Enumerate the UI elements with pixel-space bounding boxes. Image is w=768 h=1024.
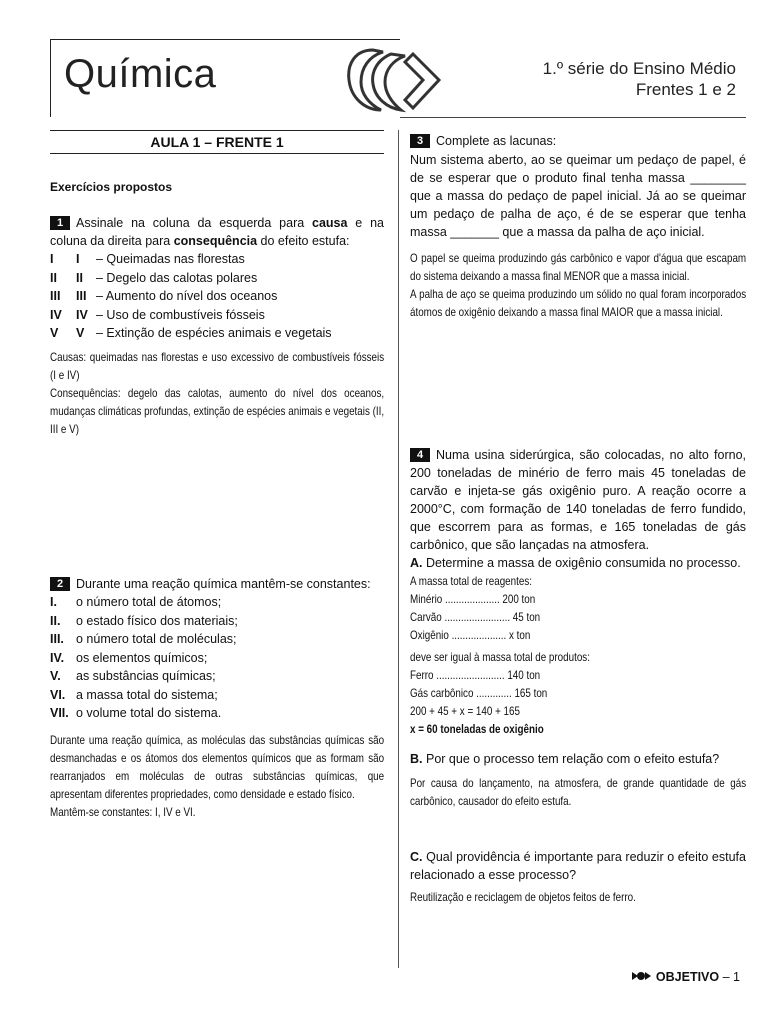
- subject-title: Química: [64, 52, 217, 96]
- footer: [630, 970, 740, 984]
- question-2: [50, 575, 384, 821]
- question-number: 4: [410, 448, 430, 462]
- list-item: V. as substâncias químicas;: [50, 669, 216, 683]
- answer-result: x = 60 toneladas de oxigênio: [410, 722, 544, 736]
- answer-line: Minério .................... 200 ton: [410, 592, 536, 606]
- page-number: – 1: [722, 970, 740, 984]
- question-number: 1: [50, 216, 70, 230]
- list-item: III III – Aumento do nível dos oceanos: [50, 289, 278, 303]
- question-3: [410, 132, 746, 321]
- answer-text: Reutilização e reciclagem de objetos feitos de ferro.: [410, 890, 636, 904]
- list-item: III. o número total de moléculas;: [50, 632, 237, 646]
- section-title: Exercícios propostos: [50, 180, 173, 194]
- question-number: 2: [50, 577, 70, 591]
- question-1: [50, 214, 384, 438]
- answer-line: deve ser igual à massa total de produtos:: [410, 650, 590, 664]
- answer-text: Durante uma reação química, as moléculas das substâncias químicas são desmanchadas e os átomos dos elementos químicos que as formam são rearranjados em moléculas de outras substâncias químicas, que apresentam diferentes propriedades, como densidade e estado físico.: [50, 732, 384, 801]
- answer-line: Oxigênio .................... x ton: [410, 628, 531, 642]
- question-1-text: 1 Assinale na coluna da esquerda para causa e na coluna da direita para consequência do efeito estufa:: [50, 216, 384, 248]
- answer-text: A palha de aço se queima produzindo um sólido no qual foram incorporados átomos de oxigênio deixando a massa final MAIOR que a massa inicial.: [410, 287, 746, 319]
- question-3-title: 3 Complete as lacunas:: [410, 132, 746, 150]
- answer-text: Causas: queimadas nas florestas e uso excessivo de combustíveis fósseis (I e IV): [50, 349, 384, 382]
- question-4: [410, 446, 746, 906]
- question-4-text: 4 Numa usina siderúrgica, são colocadas, no alto forno, 200 toneladas de minério de ferro mais 45 toneladas de carvão e injeta-se gás oxigênio puro. A reação ocorre a 2000°C, com formação de 140 toneladas de ferro fundido, que escorrem para as formas, e 165 toneladas de gás carbônico, que são lançadas na atmosfera.: [410, 448, 746, 552]
- list-item: VII. o volume total do sistema.: [50, 706, 222, 720]
- header-rule: [400, 117, 746, 118]
- answer-text: O papel se queima produzindo gás carbônico e vapor d'água que escapam do sistema deixando a massa final MENOR que a massa inicial.: [410, 251, 746, 283]
- answer-text: Consequências: degelo das calotas, aumento do nível dos oceanos, mudanças climáticas profundas, extinção de espécies animais e vegetais (II, III e V): [50, 385, 384, 436]
- list-item: IV IV – Uso de combustíveis fósseis: [50, 307, 265, 322]
- answer-text: Mantêm-se constantes: I, IV e VI.: [50, 804, 196, 819]
- question-number: 3: [410, 134, 430, 148]
- objetivo-logo-icon: [343, 44, 443, 120]
- list-item: I. o número total de átomos;: [50, 595, 222, 609]
- answer-line: Ferro ......................... 140 ton: [410, 668, 541, 682]
- question-4a: A. Determine a massa de oxigênio consumida no processo.: [410, 556, 741, 570]
- list-item: II. o estado físico dos materiais;: [50, 613, 238, 628]
- question-4c: C. Qual providência é importante para reduzir o efeito estufa relacionado a esse processo?: [410, 850, 746, 882]
- question-2-text: 2 Durante uma reação química mantêm-se constantes:: [50, 575, 384, 593]
- question-3-text: Num sistema aberto, ao se queimar um pedaço de papel, é de se esperar que o produto final tenha massa ________ que a massa do pedaço de papel inicial. Já ao se queimar um pedaço de palha de aço, é de se esperar que tenha massa _______ que a massa da palha de aço inicial.: [410, 153, 746, 239]
- question-4b: B. Por que o processo tem relação com o efeito estufa?: [410, 752, 720, 766]
- list-item: IV. os elementos químicos;: [50, 650, 208, 665]
- footer-brand: OBJETIVO: [655, 970, 720, 984]
- answer-line: Gás carbônico ............. 165 ton: [410, 686, 548, 700]
- column-divider: [398, 130, 399, 968]
- list-item: VI. a massa total do sistema;: [50, 687, 218, 702]
- answer-line: A massa total de reagentes:: [410, 574, 532, 588]
- answer-text: Por causa do lançamento, na atmosfera, de grande quantidade de gás carbônico, causador do efeito estufa.: [410, 776, 746, 808]
- list-item: II II – Degelo das calotas polares: [50, 270, 258, 285]
- list-item: I I – Queimadas nas florestas: [50, 252, 245, 266]
- objetivo-logo-small-icon: [630, 970, 652, 982]
- list-item: V V – Extinção de espécies animais e vegetais: [50, 326, 332, 340]
- header-frame-top: [50, 39, 400, 40]
- lesson-heading: AULA 1 – FRENTE 1: [50, 130, 384, 154]
- answer-line: 200 + 45 + x = 140 + 165: [410, 704, 520, 718]
- grade-label: 1.º série do Ensino Médio: [542, 59, 736, 78]
- header-frame-left: [50, 39, 51, 117]
- answer-line: Carvão ........................ 45 ton: [410, 610, 541, 624]
- grade-info: [543, 58, 736, 100]
- fronts-label: Frentes 1 e 2: [635, 80, 736, 99]
